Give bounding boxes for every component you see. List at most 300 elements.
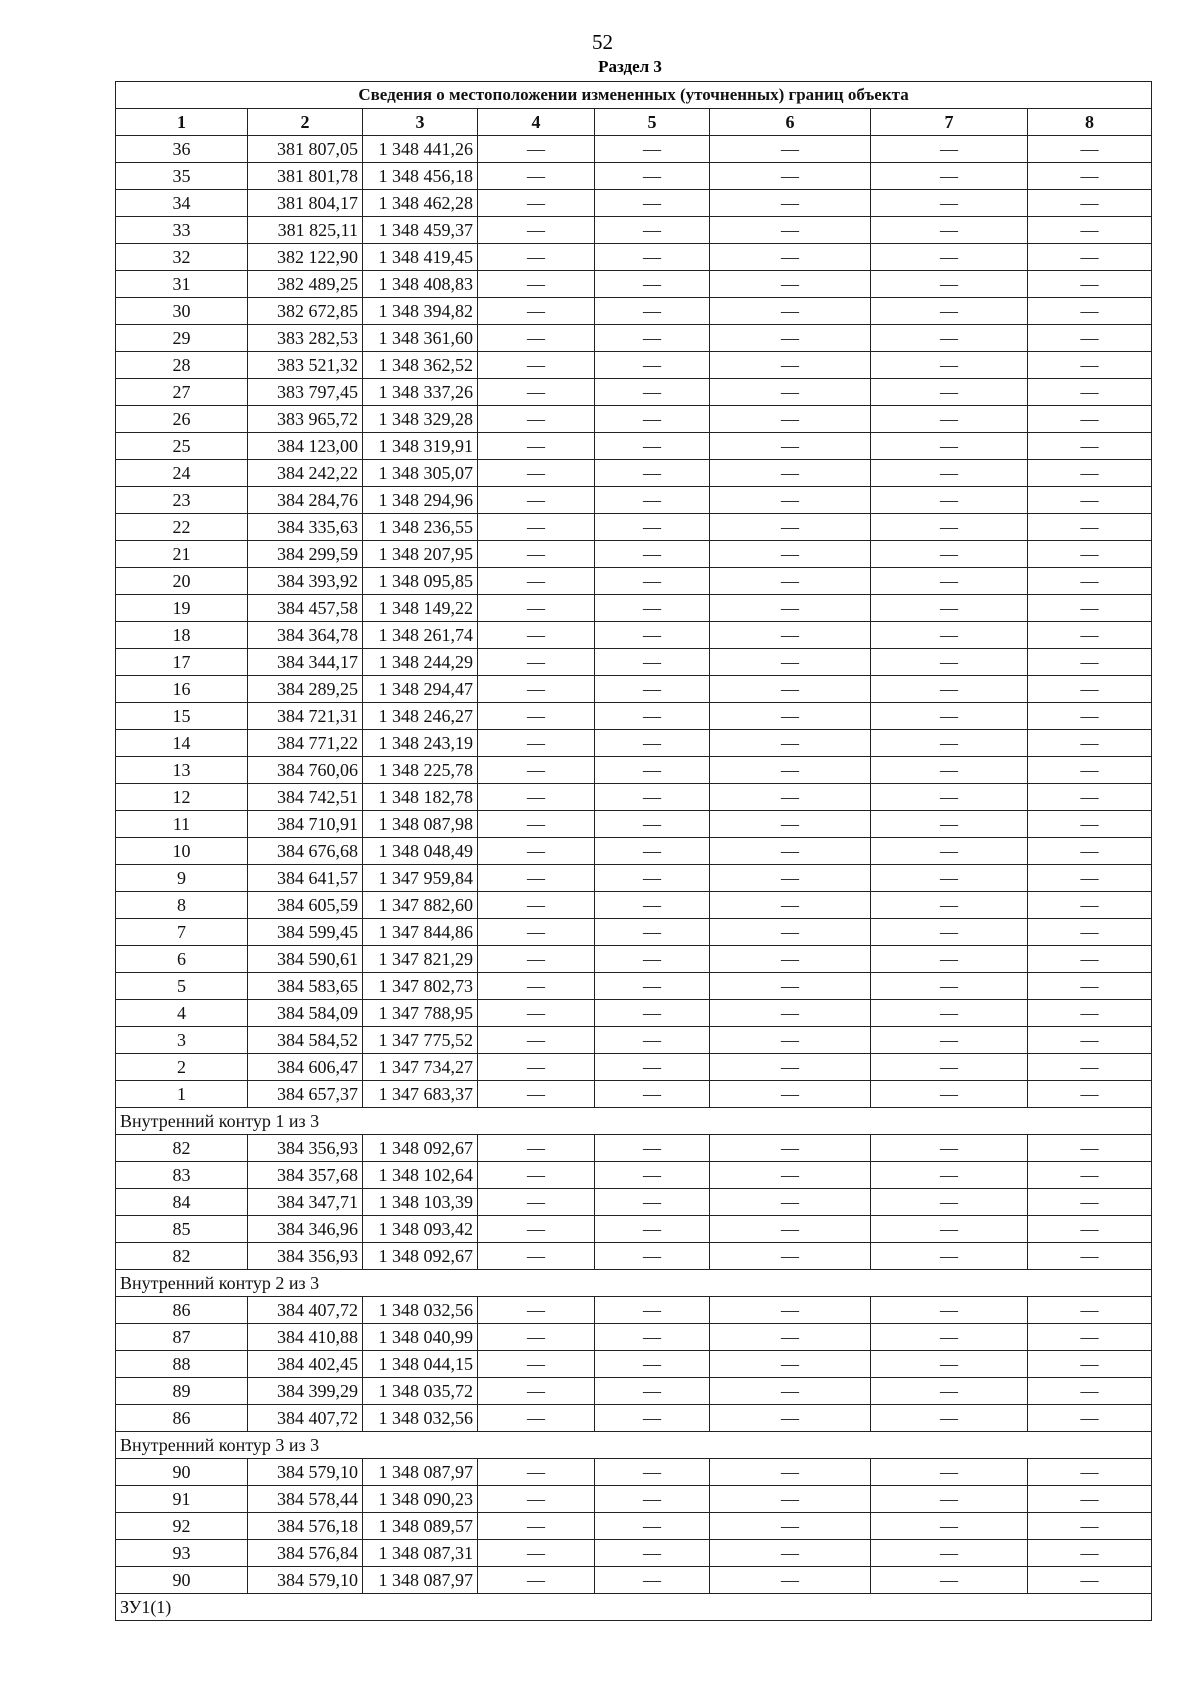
section-title: Раздел 3 bbox=[598, 57, 662, 76]
contour-label-row-label: Внутренний контур 3 из 3 bbox=[116, 1432, 1152, 1459]
empty-value-dash: — bbox=[1028, 757, 1152, 784]
table-row bbox=[116, 1351, 1152, 1378]
table-row bbox=[116, 1459, 1152, 1486]
empty-value-dash: — bbox=[595, 1351, 710, 1378]
empty-value-dash: — bbox=[595, 1459, 710, 1486]
table-row bbox=[116, 406, 1152, 433]
table-row bbox=[116, 1486, 1152, 1513]
coordinate-x: 384 242,22 bbox=[248, 460, 363, 487]
empty-value-dash: — bbox=[478, 1567, 595, 1594]
empty-value-dash: — bbox=[1028, 271, 1152, 298]
empty-value-dash: — bbox=[478, 136, 595, 163]
table-row bbox=[116, 1405, 1152, 1432]
empty-value-dash: — bbox=[1028, 649, 1152, 676]
table-row bbox=[116, 1054, 1152, 1081]
coordinate-y: 1 348 087,31 bbox=[363, 1540, 478, 1567]
empty-value-dash: — bbox=[710, 838, 871, 865]
empty-value-dash: — bbox=[478, 352, 595, 379]
table-row bbox=[116, 1540, 1152, 1567]
empty-value-dash: — bbox=[595, 676, 710, 703]
empty-value-dash: — bbox=[478, 325, 595, 352]
empty-value-dash: — bbox=[595, 1162, 710, 1189]
table-row bbox=[116, 433, 1152, 460]
empty-value-dash: — bbox=[478, 595, 595, 622]
coordinate-y: 1 348 419,45 bbox=[363, 244, 478, 271]
empty-value-dash: — bbox=[871, 217, 1028, 244]
empty-value-dash: — bbox=[871, 1405, 1028, 1432]
empty-value-dash: — bbox=[595, 433, 710, 460]
empty-value-dash: — bbox=[478, 190, 595, 217]
point-number: 29 bbox=[116, 325, 248, 352]
empty-value-dash: — bbox=[478, 757, 595, 784]
point-number: 20 bbox=[116, 568, 248, 595]
point-number: 89 bbox=[116, 1378, 248, 1405]
column-header-3: 3 bbox=[363, 109, 478, 136]
empty-value-dash: — bbox=[710, 1486, 871, 1513]
empty-value-dash: — bbox=[595, 352, 710, 379]
empty-value-dash: — bbox=[871, 1189, 1028, 1216]
contour-label-row-label: Внутренний контур 2 из 3 bbox=[116, 1270, 1152, 1297]
coordinate-x: 384 721,31 bbox=[248, 703, 363, 730]
empty-value-dash: — bbox=[595, 190, 710, 217]
empty-value-dash: — bbox=[478, 703, 595, 730]
table-row bbox=[116, 595, 1152, 622]
coordinate-x: 384 284,76 bbox=[248, 487, 363, 514]
empty-value-dash: — bbox=[595, 163, 710, 190]
empty-value-dash: — bbox=[478, 1162, 595, 1189]
coordinate-y: 1 348 149,22 bbox=[363, 595, 478, 622]
empty-value-dash: — bbox=[871, 946, 1028, 973]
empty-value-dash: — bbox=[1028, 811, 1152, 838]
coordinate-y: 1 348 236,55 bbox=[363, 514, 478, 541]
point-number: 92 bbox=[116, 1513, 248, 1540]
coordinate-x: 381 807,05 bbox=[248, 136, 363, 163]
empty-value-dash: — bbox=[478, 1486, 595, 1513]
empty-value-dash: — bbox=[710, 676, 871, 703]
empty-value-dash: — bbox=[1028, 730, 1152, 757]
point-number: 87 bbox=[116, 1324, 248, 1351]
point-number: 82 bbox=[116, 1135, 248, 1162]
empty-value-dash: — bbox=[595, 406, 710, 433]
table-row bbox=[116, 1216, 1152, 1243]
empty-value-dash: — bbox=[871, 406, 1028, 433]
point-number: 91 bbox=[116, 1486, 248, 1513]
empty-value-dash: — bbox=[1028, 892, 1152, 919]
coordinate-x: 384 599,45 bbox=[248, 919, 363, 946]
empty-value-dash: — bbox=[710, 865, 871, 892]
empty-value-dash: — bbox=[871, 757, 1028, 784]
coordinate-x: 384 579,10 bbox=[248, 1459, 363, 1486]
table-row bbox=[116, 379, 1152, 406]
point-number: 1 bbox=[116, 1081, 248, 1108]
point-number: 24 bbox=[116, 460, 248, 487]
empty-value-dash: — bbox=[1028, 973, 1152, 1000]
empty-value-dash: — bbox=[710, 1297, 871, 1324]
empty-value-dash: — bbox=[1028, 1216, 1152, 1243]
coordinate-x: 384 364,78 bbox=[248, 622, 363, 649]
table-row bbox=[116, 892, 1152, 919]
empty-value-dash: — bbox=[1028, 1189, 1152, 1216]
empty-value-dash: — bbox=[1028, 1081, 1152, 1108]
coordinate-x: 384 299,59 bbox=[248, 541, 363, 568]
empty-value-dash: — bbox=[710, 1324, 871, 1351]
column-header-5: 5 bbox=[595, 109, 710, 136]
coordinate-y: 1 348 087,97 bbox=[363, 1567, 478, 1594]
parcel-label-row bbox=[116, 1594, 1152, 1621]
coordinate-y: 1 348 246,27 bbox=[363, 703, 478, 730]
empty-value-dash: — bbox=[710, 406, 871, 433]
empty-value-dash: — bbox=[1028, 622, 1152, 649]
empty-value-dash: — bbox=[478, 541, 595, 568]
point-number: 93 bbox=[116, 1540, 248, 1567]
point-number: 17 bbox=[116, 649, 248, 676]
empty-value-dash: — bbox=[478, 1297, 595, 1324]
coordinate-y: 1 348 337,26 bbox=[363, 379, 478, 406]
empty-value-dash: — bbox=[478, 217, 595, 244]
empty-value-dash: — bbox=[710, 649, 871, 676]
coordinate-x: 384 579,10 bbox=[248, 1567, 363, 1594]
empty-value-dash: — bbox=[710, 973, 871, 1000]
empty-value-dash: — bbox=[871, 541, 1028, 568]
empty-value-dash: — bbox=[871, 1540, 1028, 1567]
empty-value-dash: — bbox=[1028, 514, 1152, 541]
empty-value-dash: — bbox=[478, 1378, 595, 1405]
coordinate-x: 384 335,63 bbox=[248, 514, 363, 541]
empty-value-dash: — bbox=[710, 325, 871, 352]
point-number: 83 bbox=[116, 1162, 248, 1189]
empty-value-dash: — bbox=[1028, 379, 1152, 406]
empty-value-dash: — bbox=[595, 1297, 710, 1324]
empty-value-dash: — bbox=[710, 163, 871, 190]
empty-value-dash: — bbox=[871, 730, 1028, 757]
table-row bbox=[116, 487, 1152, 514]
empty-value-dash: — bbox=[478, 568, 595, 595]
empty-value-dash: — bbox=[871, 271, 1028, 298]
empty-value-dash: — bbox=[595, 1081, 710, 1108]
coordinate-x: 384 605,59 bbox=[248, 892, 363, 919]
empty-value-dash: — bbox=[871, 1243, 1028, 1270]
table-row bbox=[116, 1000, 1152, 1027]
empty-value-dash: — bbox=[710, 1513, 871, 1540]
empty-value-dash: — bbox=[595, 1540, 710, 1567]
empty-value-dash: — bbox=[478, 1000, 595, 1027]
empty-value-dash: — bbox=[595, 838, 710, 865]
empty-value-dash: — bbox=[710, 919, 871, 946]
empty-value-dash: — bbox=[1028, 784, 1152, 811]
empty-value-dash: — bbox=[1028, 568, 1152, 595]
coordinate-x: 384 760,06 bbox=[248, 757, 363, 784]
empty-value-dash: — bbox=[871, 703, 1028, 730]
coordinate-y: 1 347 683,37 bbox=[363, 1081, 478, 1108]
empty-value-dash: — bbox=[595, 1378, 710, 1405]
point-number: 90 bbox=[116, 1567, 248, 1594]
coordinate-y: 1 348 032,56 bbox=[363, 1405, 478, 1432]
empty-value-dash: — bbox=[871, 865, 1028, 892]
empty-value-dash: — bbox=[478, 1459, 595, 1486]
empty-value-dash: — bbox=[595, 1189, 710, 1216]
coordinate-x: 384 641,57 bbox=[248, 865, 363, 892]
point-number: 82 bbox=[116, 1243, 248, 1270]
empty-value-dash: — bbox=[871, 892, 1028, 919]
table-row bbox=[116, 244, 1152, 271]
coordinate-x: 384 742,51 bbox=[248, 784, 363, 811]
table-row bbox=[116, 298, 1152, 325]
coordinate-x: 384 583,65 bbox=[248, 973, 363, 1000]
table-body bbox=[116, 136, 1152, 1621]
empty-value-dash: — bbox=[478, 919, 595, 946]
coordinate-y: 1 348 319,91 bbox=[363, 433, 478, 460]
empty-value-dash: — bbox=[1028, 1486, 1152, 1513]
coordinate-x: 384 393,92 bbox=[248, 568, 363, 595]
empty-value-dash: — bbox=[595, 1135, 710, 1162]
coordinate-y: 1 348 207,95 bbox=[363, 541, 478, 568]
coordinate-x: 384 576,18 bbox=[248, 1513, 363, 1540]
empty-value-dash: — bbox=[871, 190, 1028, 217]
coordinate-y: 1 348 182,78 bbox=[363, 784, 478, 811]
coordinate-x: 384 407,72 bbox=[248, 1405, 363, 1432]
empty-value-dash: — bbox=[595, 1405, 710, 1432]
table-row bbox=[116, 676, 1152, 703]
contour-label-row bbox=[116, 1432, 1152, 1459]
coordinate-y: 1 348 362,52 bbox=[363, 352, 478, 379]
empty-value-dash: — bbox=[710, 784, 871, 811]
table-row bbox=[116, 136, 1152, 163]
empty-value-dash: — bbox=[1028, 1351, 1152, 1378]
coordinate-x: 384 347,71 bbox=[248, 1189, 363, 1216]
empty-value-dash: — bbox=[871, 325, 1028, 352]
empty-value-dash: — bbox=[1028, 136, 1152, 163]
empty-value-dash: — bbox=[710, 298, 871, 325]
empty-value-dash: — bbox=[478, 622, 595, 649]
empty-value-dash: — bbox=[871, 676, 1028, 703]
empty-value-dash: — bbox=[871, 379, 1028, 406]
table-row bbox=[116, 514, 1152, 541]
table-row bbox=[116, 460, 1152, 487]
point-number: 25 bbox=[116, 433, 248, 460]
empty-value-dash: — bbox=[710, 1567, 871, 1594]
contour-label-row-label: Внутренний контур 1 из 3 bbox=[116, 1108, 1152, 1135]
point-number: 27 bbox=[116, 379, 248, 406]
point-number: 3 bbox=[116, 1027, 248, 1054]
empty-value-dash: — bbox=[710, 946, 871, 973]
coordinate-x: 384 356,93 bbox=[248, 1243, 363, 1270]
coordinate-y: 1 348 394,82 bbox=[363, 298, 478, 325]
column-header-6: 6 bbox=[710, 109, 871, 136]
empty-value-dash: — bbox=[871, 1216, 1028, 1243]
empty-value-dash: — bbox=[710, 433, 871, 460]
column-header-7: 7 bbox=[871, 109, 1028, 136]
empty-value-dash: — bbox=[871, 784, 1028, 811]
empty-value-dash: — bbox=[871, 1486, 1028, 1513]
empty-value-dash: — bbox=[710, 595, 871, 622]
point-number: 35 bbox=[116, 163, 248, 190]
coordinate-x: 384 584,52 bbox=[248, 1027, 363, 1054]
empty-value-dash: — bbox=[871, 1297, 1028, 1324]
table-row bbox=[116, 1567, 1152, 1594]
empty-value-dash: — bbox=[595, 784, 710, 811]
point-number: 33 bbox=[116, 217, 248, 244]
empty-value-dash: — bbox=[1028, 1540, 1152, 1567]
empty-value-dash: — bbox=[710, 622, 871, 649]
empty-value-dash: — bbox=[871, 1000, 1028, 1027]
column-header-1: 1 bbox=[116, 109, 248, 136]
empty-value-dash: — bbox=[595, 1567, 710, 1594]
empty-value-dash: — bbox=[478, 487, 595, 514]
table-row bbox=[116, 622, 1152, 649]
point-number: 15 bbox=[116, 703, 248, 730]
empty-value-dash: — bbox=[595, 595, 710, 622]
point-number: 22 bbox=[116, 514, 248, 541]
point-number: 12 bbox=[116, 784, 248, 811]
empty-value-dash: — bbox=[1028, 1405, 1152, 1432]
empty-value-dash: — bbox=[478, 406, 595, 433]
table-row bbox=[116, 325, 1152, 352]
table-row bbox=[116, 757, 1152, 784]
empty-value-dash: — bbox=[1028, 217, 1152, 244]
empty-value-dash: — bbox=[710, 1540, 871, 1567]
empty-value-dash: — bbox=[478, 1243, 595, 1270]
empty-value-dash: — bbox=[478, 514, 595, 541]
coordinate-y: 1 348 244,29 bbox=[363, 649, 478, 676]
table-row bbox=[116, 973, 1152, 1000]
empty-value-dash: — bbox=[871, 1513, 1028, 1540]
empty-value-dash: — bbox=[871, 973, 1028, 1000]
coordinate-y: 1 347 788,95 bbox=[363, 1000, 478, 1027]
point-number: 36 bbox=[116, 136, 248, 163]
table-row bbox=[116, 1243, 1152, 1270]
coordinate-y: 1 348 456,18 bbox=[363, 163, 478, 190]
empty-value-dash: — bbox=[595, 811, 710, 838]
table-row bbox=[116, 1513, 1152, 1540]
coordinate-y: 1 348 408,83 bbox=[363, 271, 478, 298]
table-row bbox=[116, 541, 1152, 568]
coordinate-y: 1 347 775,52 bbox=[363, 1027, 478, 1054]
coordinate-x: 383 965,72 bbox=[248, 406, 363, 433]
coordinate-x: 384 399,29 bbox=[248, 1378, 363, 1405]
coordinates-table bbox=[115, 81, 1152, 1621]
empty-value-dash: — bbox=[710, 1216, 871, 1243]
table-row bbox=[116, 811, 1152, 838]
empty-value-dash: — bbox=[595, 271, 710, 298]
empty-value-dash: — bbox=[710, 730, 871, 757]
empty-value-dash: — bbox=[1028, 1054, 1152, 1081]
empty-value-dash: — bbox=[871, 1459, 1028, 1486]
coordinate-x: 383 521,32 bbox=[248, 352, 363, 379]
coordinate-x: 384 357,68 bbox=[248, 1162, 363, 1189]
table-row bbox=[116, 784, 1152, 811]
coordinate-x: 381 801,78 bbox=[248, 163, 363, 190]
empty-value-dash: — bbox=[1028, 1459, 1152, 1486]
coordinate-y: 1 348 361,60 bbox=[363, 325, 478, 352]
empty-value-dash: — bbox=[710, 487, 871, 514]
table-row bbox=[116, 163, 1152, 190]
empty-value-dash: — bbox=[478, 1540, 595, 1567]
coordinate-y: 1 348 040,99 bbox=[363, 1324, 478, 1351]
empty-value-dash: — bbox=[710, 1378, 871, 1405]
empty-value-dash: — bbox=[478, 1081, 595, 1108]
empty-value-dash: — bbox=[478, 865, 595, 892]
coordinate-y: 1 348 092,67 bbox=[363, 1135, 478, 1162]
empty-value-dash: — bbox=[478, 379, 595, 406]
empty-value-dash: — bbox=[871, 514, 1028, 541]
coordinate-y: 1 348 243,19 bbox=[363, 730, 478, 757]
empty-value-dash: — bbox=[710, 460, 871, 487]
empty-value-dash: — bbox=[595, 1324, 710, 1351]
empty-value-dash: — bbox=[478, 973, 595, 1000]
empty-value-dash: — bbox=[595, 298, 710, 325]
empty-value-dash: — bbox=[710, 568, 871, 595]
coordinate-x: 384 710,91 bbox=[248, 811, 363, 838]
coordinate-y: 1 348 087,98 bbox=[363, 811, 478, 838]
empty-value-dash: — bbox=[478, 1405, 595, 1432]
point-number: 21 bbox=[116, 541, 248, 568]
coordinate-x: 384 410,88 bbox=[248, 1324, 363, 1351]
empty-value-dash: — bbox=[710, 1000, 871, 1027]
empty-value-dash: — bbox=[1028, 460, 1152, 487]
empty-value-dash: — bbox=[595, 622, 710, 649]
empty-value-dash: — bbox=[478, 1054, 595, 1081]
empty-value-dash: — bbox=[595, 892, 710, 919]
empty-value-dash: — bbox=[1028, 1324, 1152, 1351]
empty-value-dash: — bbox=[595, 1243, 710, 1270]
column-header-8: 8 bbox=[1028, 109, 1152, 136]
empty-value-dash: — bbox=[710, 190, 871, 217]
point-number: 10 bbox=[116, 838, 248, 865]
point-number: 34 bbox=[116, 190, 248, 217]
point-number: 90 bbox=[116, 1459, 248, 1486]
empty-value-dash: — bbox=[1028, 163, 1152, 190]
empty-value-dash: — bbox=[478, 1351, 595, 1378]
point-number: 85 bbox=[116, 1216, 248, 1243]
table-row bbox=[116, 703, 1152, 730]
empty-value-dash: — bbox=[478, 1027, 595, 1054]
empty-value-dash: — bbox=[478, 946, 595, 973]
empty-value-dash: — bbox=[871, 811, 1028, 838]
empty-value-dash: — bbox=[710, 379, 871, 406]
coordinate-x: 384 356,93 bbox=[248, 1135, 363, 1162]
point-number: 26 bbox=[116, 406, 248, 433]
empty-value-dash: — bbox=[871, 568, 1028, 595]
coordinate-x: 384 576,84 bbox=[248, 1540, 363, 1567]
empty-value-dash: — bbox=[1028, 1378, 1152, 1405]
empty-value-dash: — bbox=[871, 1027, 1028, 1054]
point-number: 5 bbox=[116, 973, 248, 1000]
empty-value-dash: — bbox=[595, 514, 710, 541]
table-row bbox=[116, 730, 1152, 757]
empty-value-dash: — bbox=[1028, 190, 1152, 217]
empty-value-dash: — bbox=[871, 136, 1028, 163]
coordinate-x: 384 457,58 bbox=[248, 595, 363, 622]
table-row bbox=[116, 568, 1152, 595]
coordinate-y: 1 348 093,42 bbox=[363, 1216, 478, 1243]
point-number: 7 bbox=[116, 919, 248, 946]
empty-value-dash: — bbox=[871, 595, 1028, 622]
coordinate-x: 383 282,53 bbox=[248, 325, 363, 352]
empty-value-dash: — bbox=[1028, 1000, 1152, 1027]
empty-value-dash: — bbox=[478, 433, 595, 460]
coordinate-y: 1 348 294,96 bbox=[363, 487, 478, 514]
empty-value-dash: — bbox=[710, 271, 871, 298]
empty-value-dash: — bbox=[478, 1324, 595, 1351]
point-number: 86 bbox=[116, 1297, 248, 1324]
coordinate-y: 1 348 261,74 bbox=[363, 622, 478, 649]
coordinate-y: 1 348 459,37 bbox=[363, 217, 478, 244]
point-number: 23 bbox=[116, 487, 248, 514]
empty-value-dash: — bbox=[1028, 919, 1152, 946]
empty-value-dash: — bbox=[595, 865, 710, 892]
empty-value-dash: — bbox=[595, 325, 710, 352]
empty-value-dash: — bbox=[710, 1405, 871, 1432]
